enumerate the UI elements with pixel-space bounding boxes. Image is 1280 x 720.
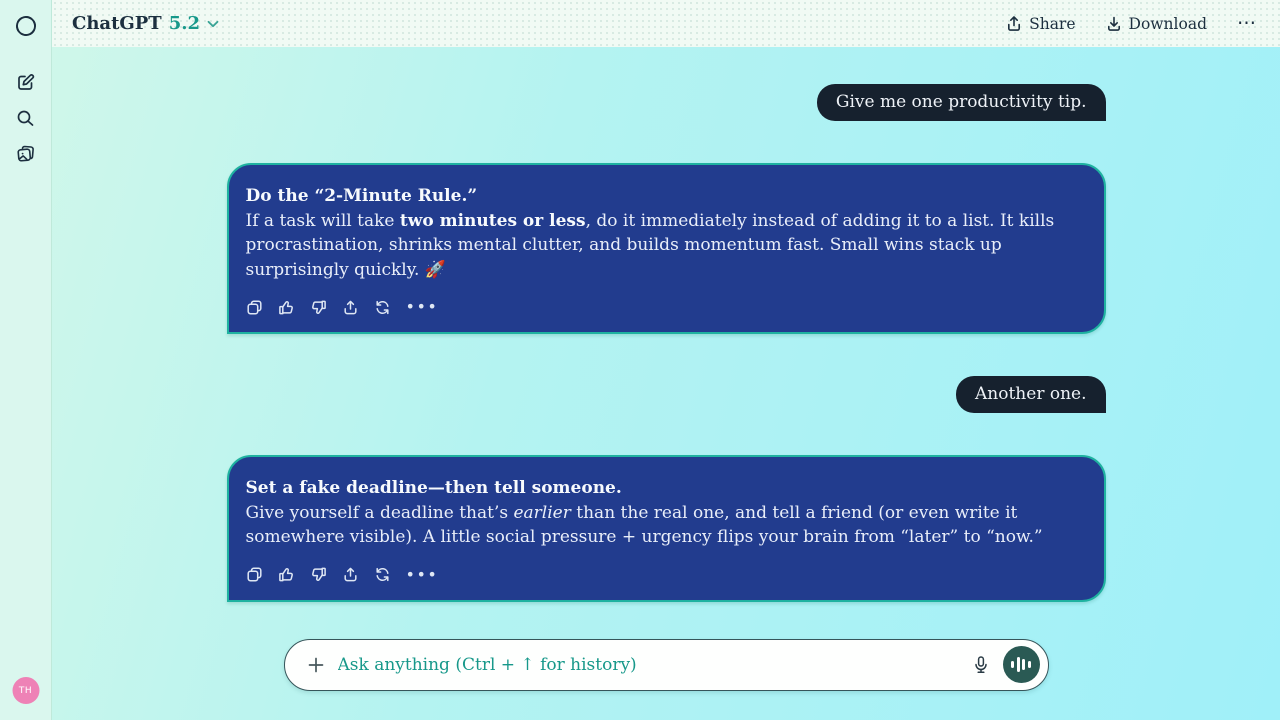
chat-area [52,47,1280,720]
assistant-message-heading: Set a fake deadline—then tell someone. [245,478,622,498]
waveform-icon [1011,661,1014,668]
composer-wrap [284,639,1049,691]
thumbs-up-icon [278,299,295,316]
regenerate-icon [374,566,391,583]
more-icon: ••• [405,564,439,584]
message-thread [227,47,1106,602]
library-button[interactable] [8,136,44,172]
assistant-message-body: Give yourself a deadline that’s earlier than the real one, and tell a friend (or even write it somewhere visible). A little social pressure + urgency flips your brain from “later” to “now.” [245,502,1043,547]
share-icon [342,566,359,583]
waveform-icon [1022,659,1025,670]
assistant-message-row [227,455,1106,602]
share-upload-icon [1006,15,1022,32]
search-icon [15,108,36,129]
user-message-text: Another one. [975,384,1087,404]
voice-mode-button[interactable] [1003,646,1040,683]
microphone-icon [972,655,990,675]
download-button[interactable] [1106,15,1207,33]
thumbs-down-icon [310,299,327,316]
user-message-bubble [817,84,1106,121]
regenerate-button[interactable] [374,298,391,316]
user-message-row [227,376,1106,413]
assistant-message-body: If a task will take two minutes or less, do it immediately instead of adding it to a list. It kills procrastination, shrinks mental clutter, and builds momentum fast. Small wins stack up surprisingly quickly. 🚀 [245,210,1055,280]
share-label: Share [1029,14,1076,33]
assistant-message-bubble [227,163,1106,334]
new-chat-icon [15,72,36,93]
thumbs-up-button[interactable] [278,566,295,584]
main-panel [52,0,1280,720]
thumbs-down-icon [310,566,327,583]
download-label: Download [1128,14,1207,33]
message-more-button[interactable] [406,566,439,584]
share-button[interactable] [1006,15,1075,33]
user-message-row [227,84,1106,121]
copy-button[interactable] [246,566,263,584]
copy-icon [246,566,263,583]
user-avatar[interactable]: TH [12,677,39,704]
copy-button[interactable] [246,298,263,316]
thumbs-up-button[interactable] [278,298,295,316]
message-input[interactable] [338,640,968,690]
share-icon [342,299,359,316]
download-icon [1106,15,1122,32]
more-icon: ••• [405,297,439,316]
header-actions [1006,14,1258,33]
regenerate-icon [374,299,391,316]
user-message-bubble [956,376,1105,413]
composer[interactable] [284,639,1049,691]
model-version: 5.2 [168,13,201,34]
sidebar [0,0,52,720]
assistant-message-actions [246,298,1084,316]
assistant-message-bubble [227,455,1106,602]
assistant-message-actions [246,566,1084,584]
waveform-icon [1028,661,1031,668]
waveform-icon [1017,657,1020,672]
more-icon: ⋯ [1237,13,1258,34]
thumbs-down-button[interactable] [310,298,327,316]
user-message-text: Give me one productivity tip. [835,92,1087,112]
regenerate-button[interactable] [374,566,391,584]
plus-icon [307,656,325,674]
copy-icon [246,299,263,316]
dictate-button[interactable] [968,651,994,679]
thumbs-up-icon [278,566,295,583]
app-title: ChatGPT [72,13,162,34]
new-chat-button[interactable] [8,64,44,100]
message-more-button[interactable] [406,298,439,316]
header [52,0,1280,47]
library-icon [15,144,36,165]
openai-logo[interactable] [14,14,38,38]
share-message-button[interactable] [342,566,359,584]
assistant-message-heading: Do the “2-Minute Rule.” [245,186,478,206]
share-message-button[interactable] [342,298,359,316]
thumbs-down-button[interactable] [310,566,327,584]
chevron-down-icon [207,20,219,28]
attach-button[interactable] [303,652,329,678]
assistant-message-row [227,163,1106,334]
search-button[interactable] [8,100,44,136]
model-selector[interactable] [72,13,219,34]
header-more-button[interactable] [1237,14,1258,33]
